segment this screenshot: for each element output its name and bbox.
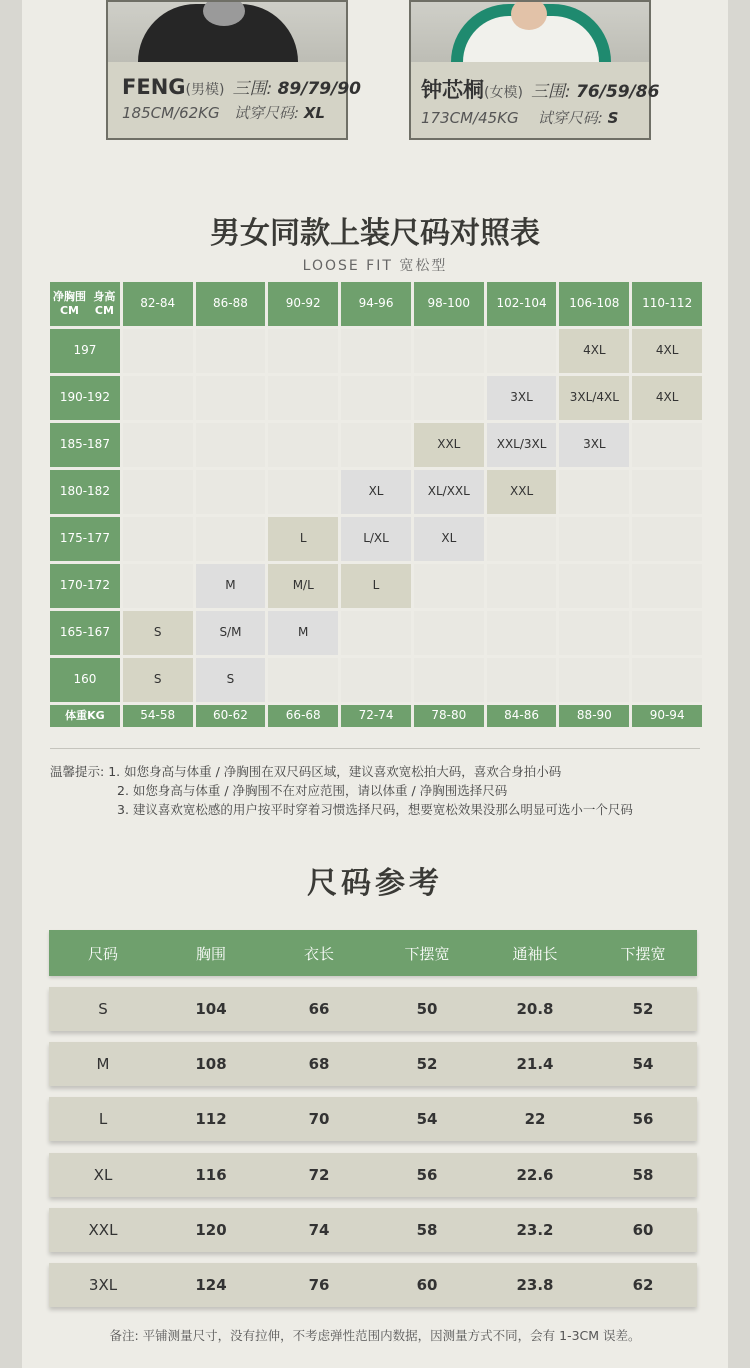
measure-label: 三围: <box>530 82 571 102</box>
measure-cell: 104 <box>195 1000 227 1018</box>
measure-cell: 108 <box>195 1055 227 1074</box>
size-cell: M <box>268 611 338 655</box>
size-cell <box>414 329 484 373</box>
height-label: 185-187 <box>50 423 120 467</box>
header-cell: 下摆宽 <box>620 944 666 963</box>
size-cell <box>632 564 702 608</box>
grid-row <box>50 376 702 420</box>
weight-cell: 66-68 <box>268 705 338 727</box>
chest-header: 86-88 <box>196 282 266 326</box>
header-cell: 衣长 <box>303 944 334 963</box>
height-label: 190-192 <box>50 376 120 420</box>
grid-row <box>50 423 702 467</box>
measure-cell: 112 <box>195 1110 227 1129</box>
model-name: FENG <box>122 75 186 99</box>
size-cell: M/L <box>268 564 338 608</box>
corner-bottom: 身高CM <box>93 289 116 317</box>
measure-cell: 22 <box>524 1110 546 1129</box>
corner-top: 净胸围CM <box>53 289 86 317</box>
size-cell: XL <box>341 470 411 514</box>
measure-cell: 58 <box>632 1165 654 1184</box>
measure-cell: 116 <box>195 1165 227 1184</box>
grid-row <box>50 611 702 655</box>
reference-row <box>49 987 697 1031</box>
measure-cell: 58 <box>416 1220 438 1239</box>
measure-cell: 120 <box>195 1220 227 1239</box>
size-cell <box>268 329 338 373</box>
measure-cell: 22.6 <box>516 1165 554 1184</box>
size-cell: S/M <box>196 611 266 655</box>
grid-row <box>50 329 702 373</box>
chest-header: 82-84 <box>123 282 193 326</box>
chest-header: 94-96 <box>341 282 411 326</box>
size-name-cell: L <box>98 1110 108 1129</box>
divider <box>50 748 700 749</box>
size-cell <box>123 423 193 467</box>
size-cell <box>268 423 338 467</box>
size-cell: XXL <box>487 470 557 514</box>
size-label: 试穿尺码: <box>233 104 300 122</box>
size-cell <box>632 658 702 702</box>
weight-label: 体重KG <box>50 705 120 727</box>
size-cell <box>341 329 411 373</box>
measure-cell: 62 <box>632 1276 654 1294</box>
size-cell <box>559 611 629 655</box>
height-label: 175-177 <box>50 517 120 561</box>
measure-cell: 54 <box>632 1055 654 1074</box>
size-cell <box>196 423 266 467</box>
header-cell: 胸围 <box>195 944 226 963</box>
measure-value: 76/59/86 <box>576 82 660 102</box>
grid-weight-row <box>50 705 702 727</box>
size-cell <box>559 470 629 514</box>
size-cell <box>487 658 557 702</box>
grid-row <box>50 470 702 514</box>
reference-row <box>49 1208 697 1252</box>
size-cell <box>487 517 557 561</box>
size-cell <box>487 611 557 655</box>
reference-table-header <box>49 930 697 976</box>
size-cell: S <box>123 658 193 702</box>
reference-row <box>49 1042 697 1086</box>
grid-header-row <box>50 282 702 326</box>
weight-cell: 90-94 <box>632 705 702 727</box>
size-cell <box>632 470 702 514</box>
size-cell <box>196 376 266 420</box>
size-cell: XL <box>414 517 484 561</box>
size-cell <box>341 376 411 420</box>
size-value: S <box>607 109 619 127</box>
size-cell: XXL/3XL <box>487 423 557 467</box>
grid-row <box>50 658 702 702</box>
height-label: 170-172 <box>50 564 120 608</box>
size-cell <box>559 564 629 608</box>
size-cell: 3XL <box>559 423 629 467</box>
reference-row <box>49 1153 697 1197</box>
size-cell: 3XL <box>487 376 557 420</box>
size-cell <box>196 470 266 514</box>
size-cell: M <box>196 564 266 608</box>
tips <box>50 762 633 819</box>
model-role: (女模) <box>484 85 523 101</box>
height-label: 160 <box>50 658 120 702</box>
size-cell <box>123 564 193 608</box>
measure-cell: 52 <box>632 1000 654 1018</box>
model-photo-male <box>108 2 346 62</box>
measure-cell: 50 <box>416 1000 438 1018</box>
size-name-cell: XL <box>93 1165 113 1184</box>
size-cell: S <box>196 658 266 702</box>
model-photo-female <box>411 2 649 62</box>
size-cell: 4XL <box>559 329 629 373</box>
tip-item: 3. 建议喜欢宽松感的用户按平时穿着习惯选择尺码，想要宽松效果没那么明显可选小一个尺码 <box>117 802 633 817</box>
size-name-cell: 3XL <box>88 1276 118 1294</box>
size-name-cell: XXL <box>88 1220 118 1239</box>
grid-row <box>50 564 702 608</box>
chest-header: 98-100 <box>414 282 484 326</box>
size-cell <box>268 376 338 420</box>
size-cell: 4XL <box>632 376 702 420</box>
size-cell <box>123 517 193 561</box>
measure-cell: 72 <box>308 1165 330 1184</box>
size-cell <box>632 517 702 561</box>
size-cell: XL/XXL <box>414 470 484 514</box>
size-cell: XXL <box>414 423 484 467</box>
height-label: 197 <box>50 329 120 373</box>
model-role: (男模) <box>185 82 225 98</box>
chest-header: 90-92 <box>268 282 338 326</box>
reference-title: 尺码参考 <box>307 866 443 901</box>
size-cell <box>414 658 484 702</box>
header-cell: 下摆宽 <box>404 944 450 963</box>
weight-cell: 60-62 <box>196 705 266 727</box>
size-cell <box>632 611 702 655</box>
size-cell <box>196 517 266 561</box>
size-cell: L/XL <box>341 517 411 561</box>
height-label: 180-182 <box>50 470 120 514</box>
size-cell: L <box>341 564 411 608</box>
size-cell <box>632 423 702 467</box>
size-name-cell: M <box>96 1055 110 1074</box>
tip-item: 2. 如您身高与体重 / 净胸围不在对应范围，请以体重 / 净胸围选择尺码 <box>117 783 508 798</box>
size-cell <box>487 564 557 608</box>
header-cell: 通袖长 <box>512 944 558 963</box>
size-cell <box>487 329 557 373</box>
size-cell <box>268 658 338 702</box>
chest-header: 102-104 <box>487 282 557 326</box>
measure-cell: 56 <box>416 1165 438 1184</box>
chest-header: 110-112 <box>632 282 702 326</box>
size-cell <box>414 376 484 420</box>
grid-corner-label <box>50 282 120 326</box>
reference-row <box>49 1097 697 1141</box>
size-cell <box>559 517 629 561</box>
measure-cell: 74 <box>308 1220 330 1239</box>
measure-cell: 20.8 <box>516 1000 554 1018</box>
model-name: 钟芯桐 <box>421 78 484 102</box>
size-cell <box>123 376 193 420</box>
tip-item: 1. 如您身高与体重 / 净胸围在双尺码区域，建议喜欢宽松拍大码，喜欢合身拍小码 <box>108 764 562 779</box>
size-cell <box>268 470 338 514</box>
size-cell <box>123 470 193 514</box>
size-name-cell: S <box>98 1000 108 1018</box>
model-height-weight: 173CM/45KG <box>421 109 519 127</box>
reference-row <box>49 1263 697 1307</box>
measure-cell: 21.4 <box>516 1055 554 1074</box>
measure-cell: 66 <box>308 1000 330 1018</box>
model-info-male <box>108 62 361 138</box>
size-chart-grid <box>50 282 702 730</box>
size-label: 试穿尺码: <box>537 109 603 127</box>
weight-cell: 84-86 <box>487 705 557 727</box>
model-card-male <box>106 0 361 140</box>
measure-cell: 56 <box>632 1110 654 1129</box>
size-cell <box>559 658 629 702</box>
header-cell: 尺码 <box>87 944 118 963</box>
size-chart-title: 男女同款上装尺码对照表 <box>210 216 540 251</box>
size-cell <box>341 658 411 702</box>
chest-header: 106-108 <box>559 282 629 326</box>
measure-cell: 60 <box>416 1276 438 1294</box>
size-cell: 4XL <box>632 329 702 373</box>
weight-cell: 88-90 <box>559 705 629 727</box>
weight-cell: 78-80 <box>414 705 484 727</box>
measure-cell: 70 <box>308 1110 330 1129</box>
measure-cell: 52 <box>416 1055 438 1074</box>
measure-cell: 68 <box>308 1055 330 1074</box>
size-cell <box>123 329 193 373</box>
tips-label: 温馨提示: <box>50 764 105 779</box>
size-chart-subtitle: LOOSE FIT 宽松型 <box>302 258 448 274</box>
size-value: XL <box>303 104 325 122</box>
measure-cell: 23.2 <box>516 1220 554 1239</box>
measurement-note: 备注: 平铺测量尺寸，没有拉伸，不考虑弹性范围内数据，因测量方式不同，会有 1-3CM 误差。 <box>109 1328 641 1343</box>
model-info-female <box>411 62 660 138</box>
size-cell: L <box>268 517 338 561</box>
size-cell <box>196 329 266 373</box>
measure-cell: 23.8 <box>516 1276 554 1294</box>
measure-cell: 54 <box>416 1110 438 1129</box>
size-cell <box>341 423 411 467</box>
size-cell <box>414 611 484 655</box>
measure-value: 89/79/90 <box>277 79 361 99</box>
size-cell <box>414 564 484 608</box>
height-label: 165-167 <box>50 611 120 655</box>
weight-cell: 54-58 <box>123 705 193 727</box>
measure-cell: 124 <box>195 1276 227 1294</box>
model-card-female <box>409 0 660 140</box>
measure-label: 三围: <box>232 79 273 99</box>
model-height-weight: 185CM/62KG <box>122 104 220 122</box>
size-cell: S <box>123 611 193 655</box>
measure-cell: 76 <box>308 1276 330 1294</box>
size-cell <box>341 611 411 655</box>
grid-row <box>50 517 702 561</box>
measure-cell: 60 <box>632 1220 654 1239</box>
size-cell: 3XL/4XL <box>559 376 629 420</box>
weight-cell: 72-74 <box>341 705 411 727</box>
